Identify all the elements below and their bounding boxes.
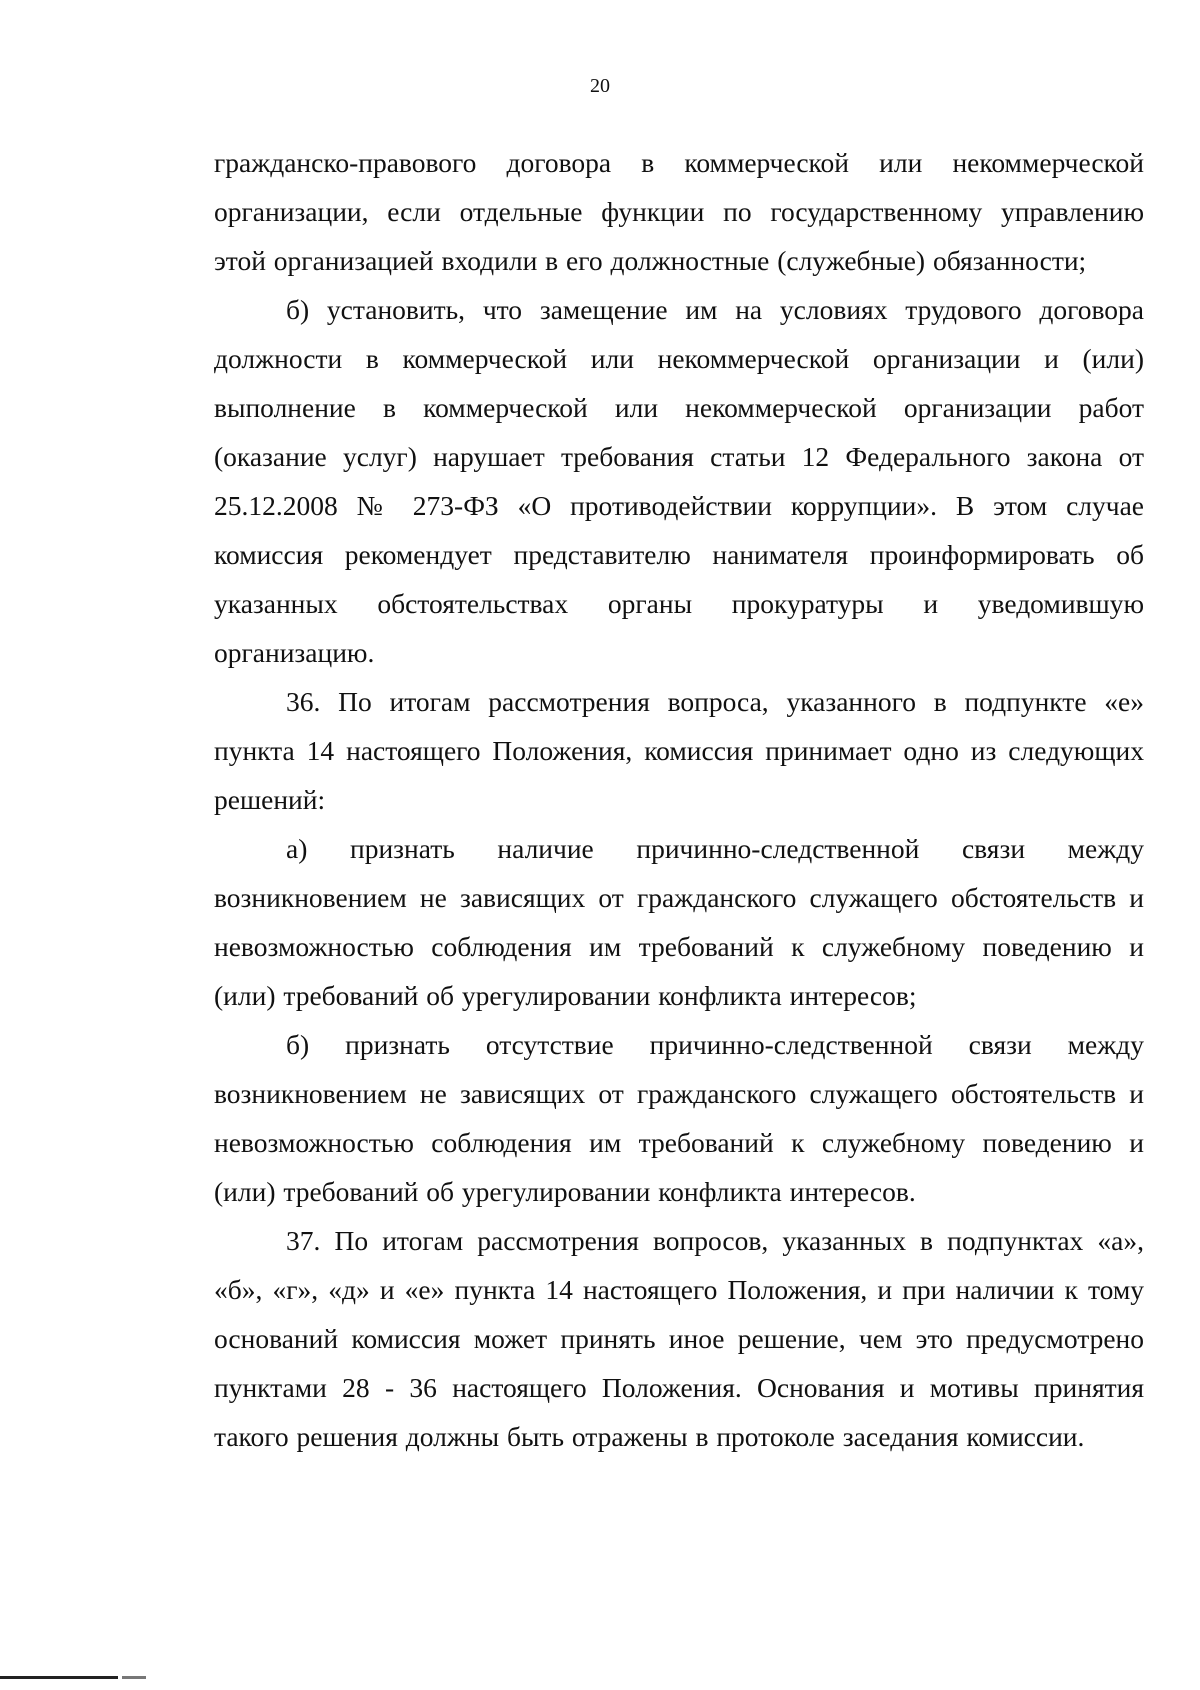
- text-line: пунктами 28 - 36 настоящего Положения. Основания и мотивы принятия: [214, 1372, 1144, 1403]
- text-line: оснований комиссия может принять иное решение, чем это предусмотрено: [214, 1323, 1144, 1354]
- text-line: б) признать отсутствие причинно-следственной связи между: [286, 1029, 1144, 1060]
- paragraph-36: [214, 677, 1144, 824]
- text-line: пункта 14 настоящего Положения, комиссия принимает одно из следующих: [214, 735, 1144, 766]
- text-line: комиссия рекомендует представителю нанимателя проинформировать об: [214, 539, 1144, 570]
- text-line: организацию.: [214, 637, 375, 668]
- text-line: невозможностью соблюдения им требований к служебному поведению и: [214, 1127, 1144, 1158]
- text-line: 25.12.2008 № 273-ФЗ «О противодействии коррупции». В этом случае: [214, 490, 1144, 521]
- text-line: 36. По итогам рассмотрения вопроса, указанного в подпункте «е»: [286, 686, 1144, 717]
- text-line: (или) требований об урегулировании конфликта интересов;: [214, 980, 917, 1011]
- paragraph-36-a: [214, 824, 1144, 1020]
- text-line: невозможностью соблюдения им требований к служебному поведению и: [214, 931, 1144, 962]
- text-line: возникновением не зависящих от гражданского служащего обстоятельств и: [214, 882, 1144, 913]
- text-line: указанных обстоятельствах органы прокуратуры и уведомившую: [214, 588, 1144, 619]
- text-line: этой организацией входили в его должностные (служебные) обязанности;: [214, 245, 1087, 276]
- text-line: «б», «г», «д» и «е» пункта 14 настоящего Положения, и при наличии к тому: [214, 1274, 1144, 1305]
- text-line: (или) требований об урегулировании конфликта интересов.: [214, 1176, 916, 1207]
- paragraph-item-b: [214, 285, 1144, 677]
- paragraph-36-b: [214, 1020, 1144, 1216]
- paragraph-continuation: [214, 138, 1144, 285]
- text-line: выполнение в коммерческой или некоммерческой организации работ: [214, 392, 1144, 423]
- scan-edge-mark: [122, 1676, 146, 1679]
- text-line: такого решения должны быть отражены в протоколе заседания комиссии.: [214, 1421, 1085, 1452]
- text-line: (оказание услуг) нарушает требования статьи 12 Федерального закона от: [214, 441, 1144, 472]
- text-line: гражданско-правового договора в коммерческой или некоммерческой: [214, 147, 1144, 178]
- paragraph-37: [214, 1216, 1144, 1461]
- scan-edge-mark: [0, 1676, 118, 1679]
- document-body: [214, 138, 1144, 1461]
- text-line: решений:: [214, 784, 326, 815]
- text-line: должности в коммерческой или некоммерческой организации и (или): [214, 343, 1144, 374]
- text-line: возникновением не зависящих от гражданского служащего обстоятельств и: [214, 1078, 1144, 1109]
- page-number: 20: [590, 75, 610, 97]
- text-line: б) установить, что замещение им на условиях трудового договора: [286, 294, 1144, 325]
- text-line: а) признать наличие причинно-следственной связи между: [286, 833, 1144, 864]
- text-line: организации, если отдельные функции по государственному управлению: [214, 196, 1144, 227]
- text-line: 37. По итогам рассмотрения вопросов, указанных в подпунктах «а»,: [286, 1225, 1144, 1256]
